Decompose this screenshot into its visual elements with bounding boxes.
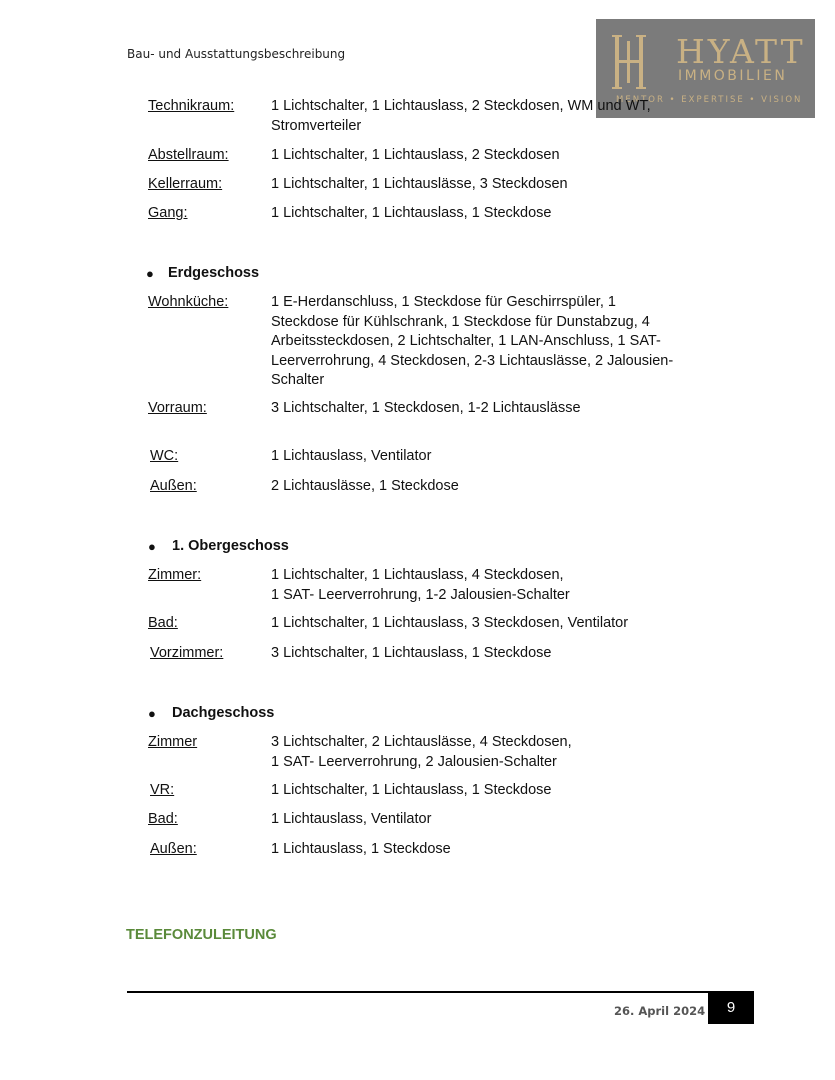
description-line: 1 E-Herdanschluss, 1 Steckdose für Geschirrspüler, 1 <box>271 294 616 310</box>
description-line: Stromverteiler <box>271 117 362 134</box>
room-description <box>271 204 711 224</box>
description-line: Steckdose für Kühlschrank, 1 Steckdose für Dunstabzug, 4 <box>271 313 650 330</box>
description-line: 1 Lichtauslass, 1 Steckdose <box>271 841 451 857</box>
room-description <box>271 97 711 136</box>
bullet-icon: ● <box>148 539 156 554</box>
room-description <box>271 614 711 634</box>
footer-date: 26. April 2024 <box>614 1004 706 1018</box>
room-label: Vorraum: <box>148 400 207 416</box>
room-label: Außen: <box>150 478 197 494</box>
room-label: WC: <box>150 448 179 464</box>
description-line: 3 Lichtschalter, 2 Lichtauslässe, 4 Steckdosen, <box>271 734 572 750</box>
room-label: VR: <box>150 782 175 798</box>
footer-divider <box>127 991 708 993</box>
room-description <box>271 477 711 497</box>
description-line: 3 Lichtschalter, 1 Steckdosen, 1-2 Lichtauslässe <box>271 400 581 416</box>
description-line: 1 Lichtschalter, 1 Lichtauslass, 2 Steckdosen <box>271 147 560 163</box>
description-line: 1 Lichtauslass, Ventilator <box>271 811 432 827</box>
description-line: 1 SAT- Leerverrohrung, 1-2 Jalousien-Schalter <box>271 586 570 603</box>
room-label: Zimmer: <box>148 567 202 583</box>
room-description <box>271 447 711 467</box>
room-description <box>271 810 711 830</box>
logo-name: HYATT <box>676 32 806 71</box>
room-description <box>271 781 711 801</box>
description-line: Arbeitssteckdosen, 2 Lichtschalter, 1 LAN-Anschluss, 1 SAT- <box>271 333 661 349</box>
room-description <box>271 840 711 860</box>
room-label: Bad: <box>148 811 178 827</box>
room-description <box>271 146 711 166</box>
room-label: Vorzimmer: <box>150 645 224 661</box>
room-label: Technikraum: <box>148 98 235 114</box>
logo-subtitle: IMMOBILIEN <box>678 68 788 84</box>
section-title-telefonzuleitung: TELEFONZULEITUNG <box>126 927 277 943</box>
floor-heading-obergeschoss: 1. Obergeschoss <box>172 538 289 554</box>
room-label: Wohnküche: <box>148 294 229 310</box>
room-description <box>271 293 711 391</box>
description-line: 1 Lichtauslass, Ventilator <box>271 448 432 464</box>
logo-monogram-icon <box>612 33 646 91</box>
room-label: Abstellraum: <box>148 147 229 163</box>
bullet-icon: ● <box>146 266 154 281</box>
room-description <box>271 399 711 419</box>
floor-heading-dachgeschoss: Dachgeschoss <box>172 705 275 721</box>
description-line: 2 Lichtauslässe, 1 Steckdose <box>271 478 459 494</box>
description-line: 1 Lichtschalter, 1 Lichtauslass, 3 Steckdosen, Ventilator <box>271 615 629 631</box>
description-line: Schalter <box>271 372 325 388</box>
floor-heading-erdgeschoss: Erdgeschoss <box>168 265 260 281</box>
description-line: 1 Lichtschalter, 1 Lichtauslass, 2 Steckdosen, WM und WT, <box>271 98 651 114</box>
room-description <box>271 733 711 772</box>
room-description <box>271 566 711 605</box>
page-number: 9 <box>726 999 736 1016</box>
bullet-icon: ● <box>148 706 156 721</box>
document-header-title: Bau- und Ausstattungsbeschreibung <box>127 47 346 61</box>
logo-tagline: MENTOR • EXPERTISE • VISION <box>616 95 803 105</box>
description-line: 1 SAT- Leerverrohrung, 2 Jalousien-Schalter <box>271 753 557 770</box>
room-description <box>271 644 711 664</box>
room-label: Kellerraum: <box>148 176 223 192</box>
room-description <box>271 175 711 195</box>
description-line: 1 Lichtschalter, 1 Lichtauslass, 4 Steckdosen, <box>271 567 564 583</box>
room-label: Gang: <box>148 205 188 221</box>
room-label: Außen: <box>150 841 197 857</box>
page-number-box <box>708 991 754 1024</box>
room-label: Zimmer <box>148 734 198 750</box>
description-line: 3 Lichtschalter, 1 Lichtauslass, 1 Steckdose <box>271 645 552 661</box>
description-line: 1 Lichtschalter, 1 Lichtauslass, 1 Steckdose <box>271 205 552 221</box>
description-line: Leerverrohrung, 4 Steckdosen, 2-3 Lichtauslässe, 2 Jalousien- <box>271 352 674 369</box>
room-label: Bad: <box>148 615 178 631</box>
description-line: 1 Lichtschalter, 1 Lichtauslass, 1 Steckdose <box>271 782 552 798</box>
description-line: 1 Lichtschalter, 1 Lichtauslässe, 3 Steckdosen <box>271 176 568 192</box>
